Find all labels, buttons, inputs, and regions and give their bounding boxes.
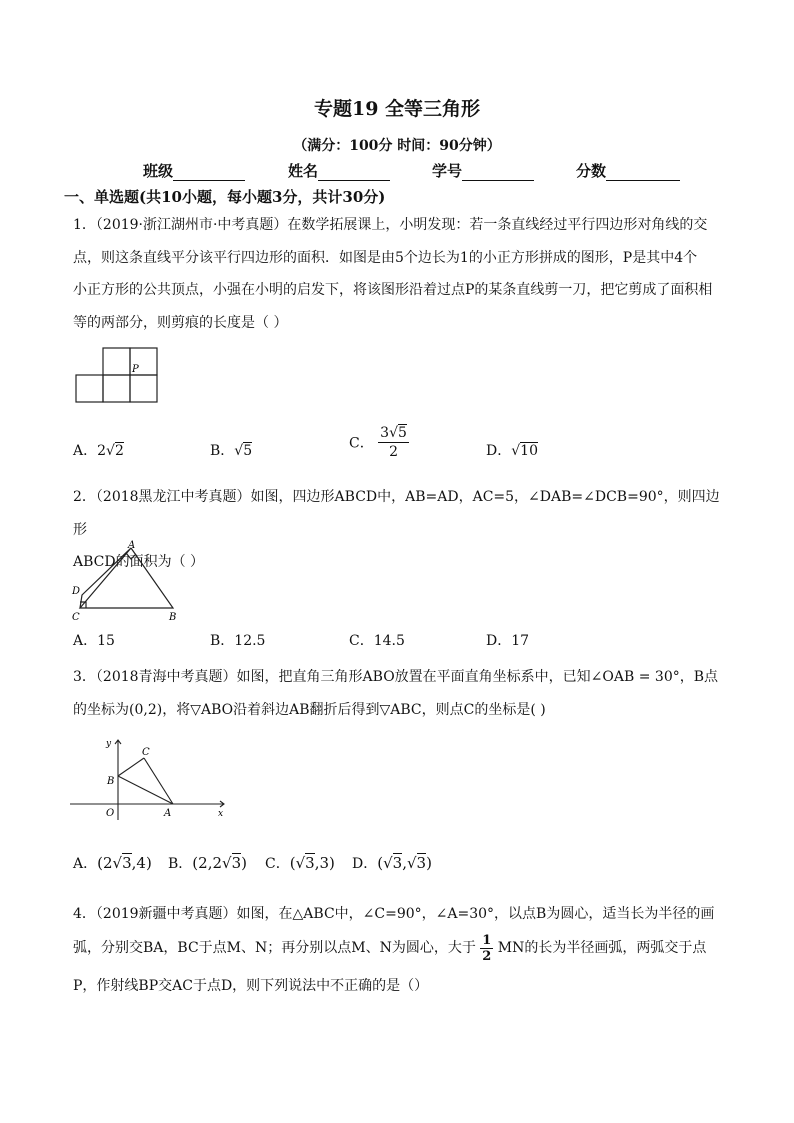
class-blank[interactable] <box>173 164 245 181</box>
q1-line-1: 1．（2019·浙江湖州市·中考真题）在数学拓展课上，小明发现：若一条直线经过平行四边形对角线的交 <box>73 217 708 233</box>
q3-option-d-radicand-2: 3 <box>416 854 427 872</box>
q3-option-a[interactable] <box>73 853 152 873</box>
q2-options <box>73 630 723 650</box>
q3-option-c-label: C． <box>265 856 290 872</box>
q1-option-b-radicand: 5 <box>243 443 253 459</box>
q3-option-a-label: A． <box>73 856 98 872</box>
q2-option-d[interactable]: D．17 <box>486 633 530 649</box>
q3-figure <box>66 736 236 824</box>
q1-option-b-label: B． <box>210 443 235 459</box>
sqrt-icon: √ <box>222 854 232 872</box>
question-3 <box>73 661 723 726</box>
q1-square <box>103 375 130 402</box>
q3-option-d-label: D． <box>352 856 378 872</box>
id-blank[interactable] <box>462 164 534 181</box>
id-field <box>432 160 534 181</box>
q2-line-2: ABCD的面积为（ ） <box>73 554 205 570</box>
q3-option-d-mid: , <box>402 854 407 872</box>
q2-option-a[interactable]: A．15 <box>73 633 115 649</box>
q3-axis-y-label: y <box>106 739 112 749</box>
q1-option-c-label: C． <box>349 435 374 452</box>
q3-option-c-radicand: 3 <box>305 854 315 872</box>
class-label: 班级 <box>143 162 174 180</box>
q3-line-1: 3．（2018青海中考真题）如图，把直角三角形ABO放置在平面直角坐标系中，已知∠OAB = 30°，B点 <box>73 669 719 685</box>
score-field <box>576 160 680 181</box>
q3-option-d-radicand-1: 3 <box>392 854 403 872</box>
class-field <box>143 160 245 181</box>
sqrt-icon: √ <box>234 443 244 459</box>
q3-option-c[interactable] <box>265 853 335 873</box>
score-blank[interactable] <box>606 164 680 181</box>
q3-point-c-label: C <box>142 747 150 758</box>
q1-point-p-label: P <box>132 364 139 375</box>
q1-option-d-label: D． <box>486 443 512 459</box>
q2-vertex-d: D <box>72 586 81 597</box>
q2-triangle <box>80 548 173 608</box>
sqrt-icon: √ <box>389 425 399 441</box>
q3-option-a-post: ,4) <box>131 854 152 872</box>
q1-line-4: 等的两部分，则剪痕的长度是（ ） <box>73 314 288 331</box>
q1-option-a-radicand: 2 <box>114 443 124 459</box>
q1-options <box>73 425 723 472</box>
q3-segment-bc <box>118 758 144 776</box>
q1-square <box>76 375 103 402</box>
q1-line-2: 点，则这条直线平分该平行四边形的面积．如图是由5个边长为1的小正方形拼成的图形，P是其中4个 <box>73 249 698 266</box>
q2-option-c[interactable]: C．14.5 <box>349 633 405 649</box>
q1-option-c-num-radicand: 5 <box>398 425 407 441</box>
q1-option-a-label: A． <box>73 443 98 459</box>
sqrt-icon: √ <box>295 854 306 872</box>
question-1 <box>73 209 723 339</box>
q1-square <box>103 348 130 375</box>
q3-option-d-pre: ( <box>377 854 384 872</box>
sqrt-icon: √ <box>511 443 521 459</box>
q3-option-a-pre: (2 <box>97 854 113 872</box>
q3-option-b-radicand: 3 <box>231 854 242 872</box>
page-subtitle: （满分：100分 时间：90分钟） <box>293 138 501 154</box>
q1-option-d[interactable] <box>486 440 538 460</box>
q1-option-c-num-coef: 3 <box>380 425 390 441</box>
q4-fraction-den: 2 <box>482 948 492 964</box>
q4-fraction-num: 1 <box>482 932 492 948</box>
q4-fraction-half <box>480 933 493 964</box>
q3-option-d-post: ) <box>426 854 432 872</box>
q3-axis-x-label: x <box>218 809 224 819</box>
q3-options <box>73 853 723 877</box>
section-heading: 一、单选题(共10小题，每小题3分，共计30分) <box>64 188 386 206</box>
q3-option-d[interactable] <box>352 853 432 873</box>
q3-option-c-post: ,3) <box>314 854 335 872</box>
q1-figure <box>70 344 190 406</box>
q2-figure <box>66 540 186 626</box>
q4-line-2-post: MN的长为半径画弧，两弧交于点 <box>497 940 707 956</box>
q3-option-b-post: ) <box>241 854 247 872</box>
q4-line-3: P，作射线BP交AC于点D，则下列说法中不正确的是（） <box>73 978 429 994</box>
q1-option-a-coef: 2 <box>97 443 107 459</box>
sqrt-icon: √ <box>406 854 417 872</box>
q2-vertex-b: B <box>169 612 177 623</box>
q1-option-b[interactable] <box>210 440 252 460</box>
q2-line-1: 2．（2018黑龙江中考真题）如图，四边形ABCD中，AB=AD，AC=5，∠DAB=∠DCB=90°，则四边形 <box>73 489 720 538</box>
name-label: 姓名 <box>288 162 319 180</box>
q1-option-a[interactable] <box>73 440 124 460</box>
q1-option-c-den: 2 <box>389 444 399 460</box>
q3-origin-label: O <box>106 808 115 819</box>
page-title: 专题19 全等三角形 <box>313 98 481 120</box>
sqrt-icon: √ <box>112 854 123 872</box>
id-label: 学号 <box>432 162 463 180</box>
q1-square <box>130 375 157 402</box>
name-field <box>288 160 390 181</box>
q3-line-2: 的坐标为(0,2)，将▽ABO沿着斜边AB翻折后得到▽ABC，则点C的坐标是( ) <box>73 701 546 718</box>
q3-option-b[interactable] <box>168 853 247 873</box>
q2-vertex-a: A <box>128 540 136 551</box>
q3-point-a-label: A <box>164 808 172 819</box>
q1-option-d-radicand: 10 <box>520 443 538 459</box>
q4-line-1: 4．（2019新疆中考真题）如图，在△ABC中，∠C=90°，∠A=30°，以点B为圆心，适当长为半径的画 <box>73 906 715 922</box>
q1-option-c[interactable] <box>349 424 409 461</box>
sqrt-icon: √ <box>383 854 393 872</box>
q4-line-2-pre: 弧，分别交BA，BC于点M、N；再分别以点M、N为圆心，大于 <box>73 940 476 956</box>
q1-line-3: 小正方形的公共顶点，小强在小明的启发下，将该图形沿着过点P的某条直线剪一刀，把它剪成了面积相 <box>73 282 713 298</box>
q2-option-b[interactable]: B．12.5 <box>210 633 266 649</box>
q3-point-b-label: B <box>107 776 115 787</box>
q2-vertex-c: C <box>72 612 80 623</box>
q3-option-a-radicand: 3 <box>122 854 132 872</box>
q3-option-b-label: B． <box>168 856 193 872</box>
q3-option-c-pre: ( <box>289 854 296 872</box>
q1-option-c-fraction <box>378 424 409 461</box>
sqrt-icon: √ <box>106 443 115 459</box>
q3-option-b-pre: (2,2 <box>192 854 223 872</box>
question-4 <box>73 897 723 1003</box>
name-blank[interactable] <box>318 164 390 181</box>
score-label: 分数 <box>576 162 607 180</box>
q4-line-2 <box>73 931 723 969</box>
